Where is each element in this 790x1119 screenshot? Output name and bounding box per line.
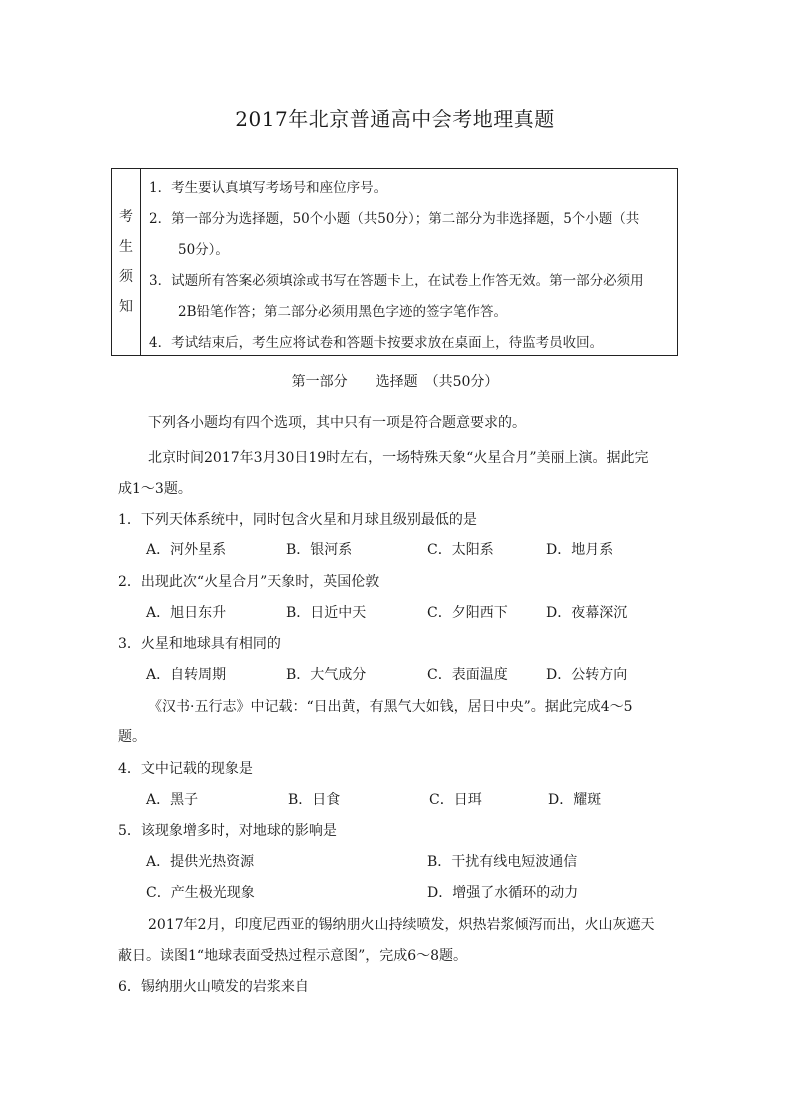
option: C．表面温度	[427, 667, 508, 683]
option: A．自转周期	[146, 667, 227, 683]
option: D．耀斑	[548, 792, 602, 808]
notice-label	[112, 169, 141, 355]
option: C．日珥	[429, 792, 482, 808]
option: D．增强了水循环的动力	[427, 885, 579, 901]
notice-line: 50分）。	[178, 242, 229, 258]
option: C．夕阳西下	[427, 605, 508, 621]
option: B．大气成分	[286, 667, 367, 683]
notice-label-char: 知	[119, 299, 133, 315]
question-stem: 3．火星和地球具有相同的	[118, 636, 281, 652]
option: C．太阳系	[427, 542, 494, 558]
section-heading: 第一部分 选择题 （共50分）	[291, 374, 499, 390]
instructions: 下列各小题均有四个选项，其中只有一项是符合题意要求的。	[148, 415, 526, 431]
question-stem: 4．文中记载的现象是	[118, 761, 253, 777]
option: B．日食	[288, 792, 341, 808]
notice-label-char: 须	[119, 269, 133, 285]
option: D．公转方向	[546, 667, 628, 683]
passage-line: 题。	[118, 729, 146, 745]
notice-label-char: 生	[119, 239, 133, 255]
passage-line: 蔽日。读图1“地球表面受热过程示意图”，完成6～8题。	[118, 948, 468, 964]
passage-line: 2017年2月，印度尼西亚的锡纳朋火山持续喷发，炽热岩浆倾泻而出，火山灰遮天	[148, 917, 655, 933]
option: A．黑子	[146, 792, 199, 808]
passage-line: 成1～3题。	[118, 481, 192, 497]
option: D．夜幕深沉	[546, 605, 628, 621]
question-stem: 1．下列天体系统中，同时包含火星和月球且级别最低的是	[118, 512, 477, 528]
question-stem: 2．出现此次“火星合月”天象时，英国伦敦	[118, 574, 380, 590]
notice-line: 3．试题所有答案必须填涂或书写在答题卡上，在试卷上作答无效。第一部分必须用	[149, 273, 644, 289]
notice-line: 2B铅笔作答；第二部分必须用黑色字迹的签字笔作答。	[178, 304, 508, 320]
option: C．产生极光现象	[146, 885, 255, 901]
option: A．旭日东升	[146, 605, 227, 621]
notice-line: 1．考生要认真填写考场号和座位序号。	[149, 180, 388, 196]
notice-body	[141, 169, 677, 355]
option: B．银河系	[286, 542, 353, 558]
option: D．地月系	[546, 542, 614, 558]
exam-title: 2017年北京普通高中会考地理真题	[235, 107, 555, 131]
notice-label-char: 考	[119, 209, 133, 225]
option: A．河外星系	[146, 542, 227, 558]
option: B．日近中天	[286, 605, 367, 621]
question-stem: 5．该现象增多时，对地球的影响是	[118, 823, 337, 839]
passage-line: 《汉书·五行志》中记载：“日出黄，有黑气大如钱，居日中央”。据此完成4～5	[148, 699, 633, 715]
passage-line: 北京时间2017年3月30日19时左右，一场特殊天象“火星合月”美丽上演。据此完	[148, 450, 649, 466]
notice-line: 4．考试结束后，考生应将试卷和答题卡按要求放在桌面上，待监考员收回。	[149, 335, 604, 351]
candidate-notice-box	[111, 168, 678, 356]
option: B．干扰有线电短波通信	[427, 854, 578, 870]
notice-line: 2．第一部分为选择题，50个小题（共50分）；第二部分为非选择题，5个小题（共	[149, 211, 640, 227]
option: A．提供光热资源	[146, 854, 255, 870]
question-stem: 6．锡纳朋火山喷发的岩浆来自	[118, 979, 309, 995]
